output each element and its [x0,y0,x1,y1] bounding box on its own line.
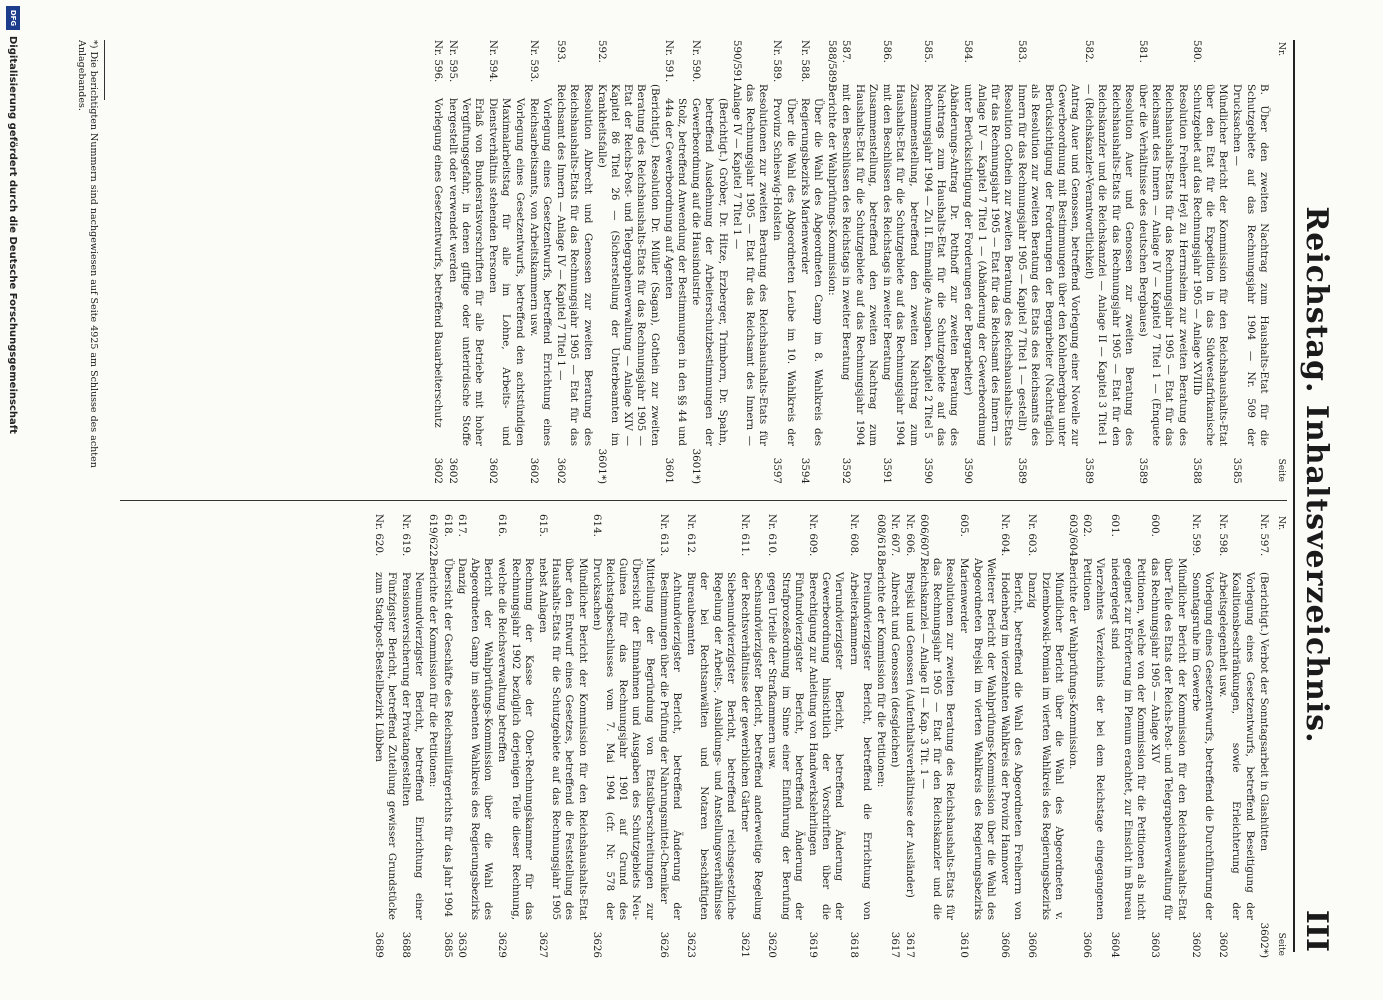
toc-entry [902,514,915,958]
entry-number: 583. [1016,40,1029,63]
entry-number: Nr. 590. [690,40,703,83]
entry-number: Nr. 598. [1217,514,1230,557]
entry-page: 3689 [372,931,385,958]
toc-entry [1230,40,1270,484]
entry-title: Achtundvierzigster Bericht, betreffend Änderung der Bestimmungen über die Prüfung der Nahrungsmittel-Chemiker [657,572,684,920]
toc-entry [730,40,770,484]
entry-page: 3602 [527,457,540,484]
entry-title: Berichte der Kommission für die Petitionen: [427,558,440,788]
toc-entry [536,514,589,958]
credit-text: Digitalisierung gefördert durch die Deutsche Forschungsgemeinschaft [7,36,19,434]
entry-title: Vorlegung eines Gesetzentwurfs, betreffend Beseitigung der Koalitionsbeschränkungen, sowie Erleichterung der Arbeitsgelegenheit usw. [1217,572,1256,920]
entry-number: 602. [1081,514,1094,537]
toc-entry [921,40,961,484]
toc-entry [1189,514,1215,958]
entry-title: Berichte der Kommission für die Petitionen: [875,558,888,788]
entry-page: 3606 [998,931,1011,958]
page-number: III [1299,909,1334,952]
entry-number: 614. [590,514,603,537]
entry-number: Nr. 620. [372,514,385,557]
entry-title: Dreiundvierzigster Bericht, betreffend die Errichtung von Arbeiterkammern [847,572,873,920]
entry-number: 580. [1190,40,1203,63]
entry-title: Siebenundvierzigster Bericht, betreffend reichsgesetzliche Regelung der Arbeits-, Ausbildungs- und Anstellungsverhältnisse der bei Rechtsanwälten und Notaren beschäftigten Bureaubeamten [685,572,737,920]
entry-page: 3589 [1136,457,1149,484]
entry-number: Nr. 607. [889,514,902,557]
entry-title: Vierzehntes Verzeichnis der bei dem Reichstage eingegangenen Petitionen [1081,558,1107,920]
entry-number: Nr. 611. [739,514,752,557]
entry-number: 588/589. [826,40,839,87]
toc-entry [595,40,661,484]
entry-title: Vierundvierzigster Bericht, betreffend Änderung der Gewerbeordnung hinsichtlich der Vorschriften über die Berechtigung zur Anleitung von Handwerkslehrlingen [807,572,846,920]
entry-page: 3601*) [690,448,703,484]
entry-number: Nr. 599. [1189,514,1202,557]
toc-entry [684,514,737,958]
entry-title: Mitteilung der Begründung von Etatsüberschreitungen zur Übersicht der Einnahmen und Ausgaben des Schutzgebiets Neu-Guinea für das Rechnungsjahr 1901 auf Grund des Reichstagsbeschlusses vom 7. Mai 1904 (cfr. Nr. 578 der Drucksachen) [590,558,656,920]
entry-page: 3617 [889,931,902,958]
toc-entry [738,514,764,958]
entry-title: Mündlicher Bericht über die Wahl des Abgeordneten v. Dziembowski-Pomian im vierten Wahlkreis des Regierungsbezirks Danzig [1026,572,1065,920]
toc-entry [1136,40,1189,484]
entry-title: Resolution Gothein zur zweiten Beratung des Reichshaushalts-Etats für das Rechnungsjahr 1905 — Etat für das Reichsamt des Innern — Anlage IV — Kapitel 7 Titel 1 — (Abänderung der Gewerbeordnung unter Berücksichtigung der Forderungen der Bergarbeiter) [962,84,1014,446]
entry-number: Nr. 595. [446,40,459,83]
entry-number: Nr. 619. [400,514,412,557]
entry-page: 3589 [1016,457,1029,484]
entry-number: 584. [962,40,975,63]
entry-number: Nr. 604. [998,514,1011,557]
left-column [430,40,1287,484]
entry-number: 593. [555,40,568,63]
entry-page: 3590 [962,457,975,484]
dfg-logo: DFG [6,6,20,30]
entry-page: 3585 [1231,457,1244,484]
entry-page: 3602 [446,457,459,484]
nr-heading: Nr. [1276,42,1286,57]
entry-title: Brejski und Genossen (Aufenthaltsverhältnisse der Ausländer) [903,572,916,898]
entry-page: 3602 [1189,931,1202,958]
entry-page: 3591 [881,457,894,484]
toc-entry [806,514,846,958]
entry-number: 590/591. [730,40,743,87]
entry-number: Nr. 603. [1026,514,1039,557]
page-header [1299,40,1359,952]
toc-entry [554,40,594,484]
toc-entry [440,514,453,958]
toc-entry [1015,40,1081,484]
entry-page: 3601 [662,457,675,484]
toc-entry [455,514,495,958]
toc-entry [495,514,535,958]
entry-title: Vorlegung eines Gesetzentwurfs, betreffend die Durchführung der Sonntagsruhe im Gewerbe [1189,572,1215,920]
footnote-rule [104,40,105,100]
entry-number: 600. [1149,514,1162,537]
entry-number: 616. [496,514,509,537]
entry-title: (Berichtigt.) Resolution Dr. Müller (Sagan), Gothein zur zweiten Beratung des Reichshaushalts-Etats für das Rechnungsjahr 1905 — Etat der Reichs-Post- und Telegraphenverwaltung — Anlage XIV — Kapitel 86 Titel 26 — (Sicherstellung der Unterbeamten im Krankheitsfalle) [595,84,661,446]
entry-page: 3589 [1083,457,1096,484]
toc-entry [689,40,729,484]
footnote: *) Die berichtigten Nummern sind nachgewiesen auf Seite 4925 am Schlusse des achten Anlagebandes. [76,40,99,468]
entry-number: Nr. 597. [1257,514,1270,557]
entry-page: 3602 [1217,931,1230,958]
entry-number: Nr. 606. [903,514,916,557]
digitization-credit [0,0,26,1000]
toc-entry [770,40,796,484]
toc-entry [371,514,397,958]
entry-title: B. Über den zweiten Nachtrag zum Haushalts-Etat für die Schutzgebiete auf das Rechnungsjahr 1904 — Nr. 509 der Drucksachen — [1231,84,1270,446]
entry-page: 3602 [555,457,568,484]
toc-entry [657,514,683,958]
entry-title: Resolution Auer und Genossen zur zweiten Beratung des Reichshaushalts-Etats für das Rechnungsjahr 1905 — Etat für den Reichskanzler und die Reichskanzlei — Anlage II — Kapitel 3 Titel 1 — (Reichskanzler-Verantwortlichkeit) [1083,84,1135,446]
toc-entry [1257,514,1270,958]
entry-page: 3688 [400,931,412,958]
entry-title: Vorlegung eines Gesetzentwurfs, betreffend Errichtung eines Reichsarbeitsamts, von Arbeitskammern usw. [527,98,554,446]
toc-entry [527,40,553,484]
entry-title: Fünfzigster Bericht, betreffend Zuteilung gewisser Grundstücke zum Stadtpost-Bestellbezirk Lübben [372,572,398,920]
entry-title: Antrag Auer und Genossen, betreffend Vorlegung einer Novelle zur Gewerbeordnung mit Bestimmungen über den Kohlenbergbau unter Berücksichtigung der Forderungen der Bergarbeiter (Nachträglich als Resolution zur zweiten Beratung des Etats des Reichsamts des Innern für das Rechnungsjahr 1905 — Kapitel 7 Titel 1 — gestellt) [1016,84,1081,446]
entry-title: Resolutionen zur zweiten Beratung des Reichshaushalts-Etats für das Rechnungsjahr 1905 — Etat für das Reichsamt des Innern — Anlage IV — Kapitel 7 Titel 1 — [730,84,770,446]
entry-page: 3602*) [1257,922,1270,958]
entry-title: Vorlegung eines Gesetzentwurfs, betreffend den achtstündigen Maximalarbeitstag für alle im Lohne, Arbeits- und Dienstverhältnis stehenden Personen [487,98,526,446]
entry-number: 603/604. [1066,514,1079,561]
entry-title: Berichte der Wahlprüfungs-Kommission. [1066,558,1079,770]
entry-title: Resolution Albrecht und Genossen zur zweiten Beratung des Reichshaushalts-Etats für das Rechnungsjahr 1905 — Etat für das Reichsamt des Innern — Anlage IV — Kapitel 7 Titel 1 — [555,84,594,446]
entry-title: Über die Wahl des Abgeordneten Leube im 10. Wahlkreis der Provinz Schleswig-Holstein [771,98,797,446]
entry-number: 601. [1108,514,1121,537]
entry-number: Nr. 594. [487,40,500,83]
entry-page: 3602 [432,457,445,484]
entry-page: 3619 [807,931,820,958]
entry-number: Nr. 613. [657,514,670,557]
toc-entry [961,40,1014,484]
entry-number: 585. [921,40,934,63]
entry-number: 608/618. [875,514,888,561]
running-title: Reichstag. Inhaltsverzeichnis. [1299,206,1334,744]
entry-page: 3620 [766,931,779,958]
entry-number: Nr. 609. [807,514,820,557]
entry-page: 3588 [1190,457,1203,484]
entry-number: 618. [441,514,454,537]
entry-number: Nr. 591. [662,40,675,83]
entry-title: Sechsundvierzigster Bericht, betreffend anderweitige Regelung der Rechtsverhältnisse der gewerblichen Gärtner [739,572,765,920]
entry-title: Weiterer Bericht der Wahlprüfungs-Kommission über die Wahl des Abgeordneten Brejski im vierten Wahlkreis des Regierungsbezirks Marienwerder [958,558,997,920]
toc-entry [445,40,485,484]
entry-page: 3627 [537,931,550,958]
entry-title: Über die Wahl des Abgeordneten Camp im 8. Wahlkreis des Regierungsbezirks Marienwerder [798,98,825,446]
header-rule [1293,40,1295,952]
toc-entry [662,40,688,484]
toc-entry [590,514,656,958]
entry-page: 3618 [847,931,860,958]
toc-entry [486,40,526,484]
entry-title: Zusammenstellung, betreffend den zweiten Nachtrag zum Haushalts-Etat für die Schutzgebiete auf das Rechnungsjahr 1904 mit den Beschlüssen des Reichstags in zweiter Beratung [840,84,879,446]
entry-number: 605. [958,514,971,537]
toc-entry [917,514,957,958]
entry-number: Nr. 608. [847,514,860,557]
entry-page: 3623 [685,931,698,958]
column-divider [120,500,1287,501]
entry-page: 3621 [739,931,752,958]
entry-page: 3606 [1081,931,1094,958]
entry-title: Fünfundvierzigster Bericht, betreffend Änderung der Strafprozeßordnung im Sinne einer Einführung der Berufung gegen Urteile der Strafkammern usw. [766,572,805,920]
entry-number: 587. [840,40,853,63]
seite-heading: Seite [1276,932,1286,956]
entry-number: 582. [1083,40,1096,63]
entry-title: Bericht, betreffend die Wahl des Abgeordneten Freiherrn von Hodenberg im vierzehnten Wahlkreis der Provinz Hannover [998,572,1025,920]
entry-title: Vorlegung eines Gesetzentwurfs, betreffend Bauarbeiterschutz [432,98,445,428]
toc-entry [888,514,901,958]
entry-number: 606/607. [917,514,930,561]
entry-page: 3604 [1108,931,1121,958]
toc-entry [847,514,873,958]
toc-entry [765,514,805,958]
toc-entry [431,40,444,484]
entry-title: Resolution Freiherr Heyl zu Herrnsheim zur zweiten Beratung des Reichshaushalts-Etats für das Rechnungsjahr 1905 — Etat für das Reichsamt des Innern — Anlage IV — Kapitel 7 Titel 1 — (Enquete über die Verhältnisse des deutschen Bergbaues) [1136,84,1189,446]
entry-title: Neunundvierzigster Bericht, betreffend Einrichtung einer Pensionsversicherung der Privatangestellten [400,572,426,920]
entry-number: 581. [1136,40,1149,63]
entry-number: Nr. 596. [432,40,445,83]
entry-title: Petitionen, welche von der Kommission für die Petitionen als nicht geeignet zur Erörterung im Plenum erachtet, zur Einsicht im Bureau niedergelegt sind [1108,558,1147,920]
entry-page: 3603 [1149,931,1162,958]
toc-entry [399,514,425,958]
toc-entry [998,514,1024,958]
toc-entry [1190,40,1230,484]
entry-page: 3602 [487,457,500,484]
toc-entry [839,40,879,484]
right-column [370,514,1287,958]
entry-title: Abänderungs-Antrag Dr. Potthoff zur zweiten Beratung des Nachtrags zum Haushalts-Etat für die Schutzgebiete auf das Rechnungsjahr 1904 — Zu II. Einmalige Ausgaben. Kapitel 2 Titel 5 [921,84,961,446]
entry-number: Nr. 593. [527,40,540,83]
toc-entry [1216,514,1256,958]
left-column-head [1274,40,1287,484]
entry-page: 3626 [657,931,670,958]
entry-page: 3606 [1026,931,1039,958]
toc-entry [798,40,824,484]
toc-entry [1148,514,1188,958]
toc-entry [1107,514,1147,958]
toc-entry [1080,514,1106,958]
nr-heading: Nr. [1276,516,1286,531]
entry-title: Albrecht und Genossen (desgleichen) [889,572,902,768]
entry-title: Berichte der Wahlprüfungs-Kommission: [826,84,839,296]
right-column-head [1274,514,1287,958]
toc-entry [825,40,838,484]
entry-title: Bericht der Wahlprüfungs-Kommission über die Wahl des Abgeordneten Gamp im siebenten Wahlkreis des Regierungsbezirks Danzig [455,558,495,920]
entry-page: 3590 [921,457,934,484]
entry-title: Mündlicher Bericht der Kommission für den Reichshaushalts-Etat über den Etat für die Expedition in das Südwestafrikanische Schutzgebiet auf das Rechnungsjahr 1905 — Anlage XVIIIb [1190,84,1230,446]
toc-entry [426,514,439,958]
toc-entry [1025,514,1065,958]
entry-number: Nr. 588. [798,40,811,83]
entry-page: 3610 [958,931,971,958]
entry-number: 617. [455,514,468,537]
entry-page: 3617 [903,931,916,958]
entry-page: 3685 [441,931,454,958]
entry-page: 3601*) [595,448,608,484]
toc-entry [1066,514,1079,958]
entry-page: 3630 [455,931,468,958]
entry-title: (Berichtigt.) Verbot der Sonntagsarbeit in Glashütten [1257,572,1270,852]
entry-number: 615. [537,514,550,537]
entry-page: 3592 [840,457,853,484]
entry-title: Zusammenstellung, betreffend den zweiten Nachtrag zum Haushalts-Etat für die Schutzgebiete auf das Rechnungsjahr 1904 mit den Beschlüssen des Reichstags in zweiter Beratung [881,84,920,446]
entry-page: 3597 [771,457,784,484]
entry-number: Nr. 589. [771,40,784,83]
entry-number: Nr. 610. [766,514,779,557]
entry-title: Rechnung der Kasse der Ober-Rechnungskammer für das Rechnungsjahr 1902 bezüglich derjenigen Teile dieser Rechnung, welche die Reichsverwaltung betreffen [496,558,535,920]
entry-title: Übersicht der Geschäfte des Reichsmilitärgerichts für das Jahr 1904 [441,558,454,918]
entry-page: 3626 [590,931,603,958]
toc-entry [880,40,920,484]
toc-entry [874,514,887,958]
entry-title: Resolutionen zur zweiten Beratung des Reichshaushalts-Etats für das Rechnungsjahr 1905 — Etat für den Reichskanzler und die Reichskanzlei — Anlage II — Kap. 3 Tit. 1 — [917,558,957,920]
entry-number: 586. [881,40,894,63]
toc-entry [957,514,997,958]
entry-title: (Berichtigt.) Gröber, Dr. Hitze, Erzberger, Trimborn, Dr. Spahn, betreffend Ausdehnung der Arbeiterschutzbestimmungen der Gewerbeordnung auf die Hausindustrie [690,98,729,446]
entry-number: Nr. 612. [685,514,698,557]
entry-page: 3594 [798,457,811,484]
toc-entry [1082,40,1135,484]
entry-title: Mündlicher Bericht der Kommission für den Reichshaushalts-Etat über Teile des Etats der Reichs-Post- und Telegraphenverwaltung für das Rechnungsjahr 1905 — Anlage XIV [1149,558,1188,920]
entry-title: Stolz, betreffend Anwendung der Bestimmungen in den §§ 44 und 44a der Gewerbeordnung auf Agenten [662,98,689,446]
entry-number: 619/622. [427,514,440,561]
seite-heading: Seite [1276,458,1286,482]
entry-title: Erlaß von Bundesratsvorschriften für alle Betriebe mit hoher Vergiftungsgefahr, in denen giftige oder unterirdische Stoffe hergestellt oder verwendet werden [446,98,486,446]
entry-page: 3629 [496,931,509,958]
entry-number: 592. [595,40,608,63]
entry-title: Mündlicher Bericht der Kommission für den Reichshaushalts-Etat über den Entwurf eines Gesetzes, betreffend die Feststellung des Haushalts-Etats für die Schutzgebiete auf das Rechnungsjahr 1905 nebst Anlagen [537,558,589,920]
